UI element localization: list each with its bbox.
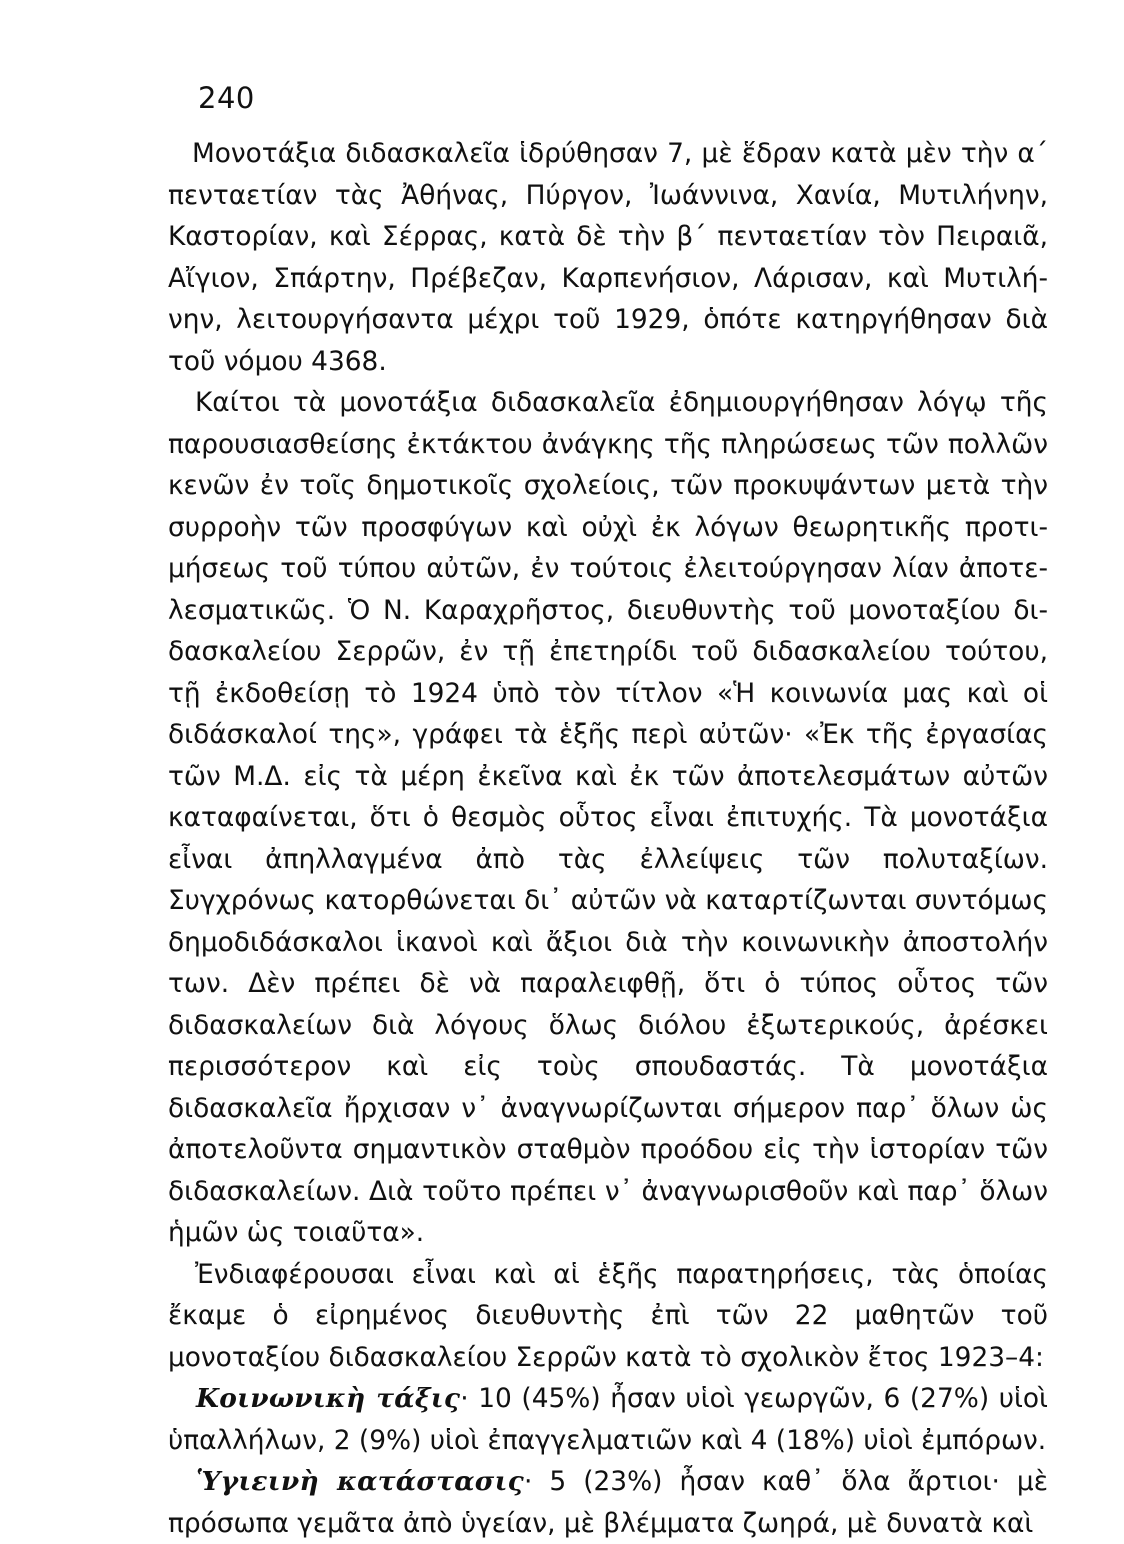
section-health-condition-title: Ὑγιεινὴ κατάστασις xyxy=(196,1466,525,1497)
section-health-condition: Ὑγιεινὴ κατάστασις· 5 (23%) ἦσαν καθ᾽ ὅλα ἄρτιοι· μὲ πρόσωπα γεμᾶτα ἀπὸ ὑγείαν, μὲ βλέμματα ζωηρά, μὲ δυνατὰ καὶ xyxy=(168,1466,1048,1539)
section-social-class: Κοινωνικὴ τάξις· 10 (45%) ἦσαν υἱοὶ γεωργῶν, 6 (27%) υἱοὶ ὑπαλλήλων, 2 (9%) υἱοὶ ἐπαγγελματιῶν καὶ 4 (18%) υἱοὶ ἐμπόρων. xyxy=(168,1383,1048,1456)
paragraph-karachristos-quote: Καίτοι τὰ μονοτάξια διδασκαλεῖα ἐδημιουργήθησαν λόγῳ τῆς παρουσιασθείσης ἐκτάκτου ἀνάγκης τῆς πληρώσεως τῶν πολλῶν κενῶν ἐν τοῖς δημοτικοῖς σχολείοις, τῶν προκυψάντων μετὰ τὴν συρροὴν τῶν προσφύγων καὶ οὐχὶ ἐκ λόγων θεωρητικῆς προτιμήσεως τοῦ τύπου αὐτῶν, ἐν τούτοις ἐλειτούργησαν λίαν ἀποτελεσματικῶς. Ὁ Ν. Καραχρῆστος, διευθυντὴς τοῦ μονοταξίου διδασκαλείου Σερρῶν, ἐν τῇ ἐπετηρίδι τοῦ διδασκαλείου τούτου, τῇ ἐκδοθείσῃ τὸ 1924 ὑπὸ τὸν τίτλον «Ἡ κοινωνία μας καὶ οἱ διδάσκαλοί της», γράφει τὰ ἑξῆς περὶ αὐτῶν· «Ἐκ τῆς ἐργασίας τῶν Μ.Δ. εἰς τὰ μέρη ἐκεῖνα καὶ ἐκ τῶν ἀποτελεσμάτων αὐτῶν καταφαίνεται, ὅτι ὁ θεσμὸς οὗτος εἶναι ἐπιτυχής. Τὰ μονοτάξια εἶναι ἀπηλλαγμένα ἀπὸ τὰς ἐλλείψεις τῶν πολυταξίων. Συγχρόνως κατορθώνεται δι᾽ αὐτῶν νὰ καταρτίζωνται συντόμως δημοδιδάσκαλοι ἱκανοὶ καὶ ἄξιοι διὰ τὴν κοινωνικὴν ἀποστολήν των. Δὲν πρέπει δὲ νὰ παραλειφθῇ, ὅτι ὁ τύπος οὗτος τῶν διδασκαλείων διὰ λόγους ὅλως διόλου ἐξωτερικούς, ἀρέσκει περισσότερον καὶ εἰς τοὺς σπουδαστάς. Τὰ μονοτάξια διδασκαλεῖα ἤρχισαν ν᾽ ἀναγνωρίζωνται σήμερον παρ᾽ ὅλων ὡς ἀποτελοῦντα σημαντικὸν σταθμὸν προόδου εἰς τὴν ἱστορίαν τῶν διδασκαλείων. Διὰ τοῦτο πρέπει ν᾽ ἀναγνωρισθοῦν καὶ παρ᾽ ὅλων ἡμῶν ὡς τοιαῦτα». xyxy=(168,387,1048,1248)
section-health-condition-text: 5 (23%) ἦσαν καθ᾽ ὅλα ἄρτιοι· μὲ πρόσωπα γεμᾶτα ἀπὸ ὑγείαν, μὲ βλέμματα ζωηρά, μὲ δυνατὰ καὶ xyxy=(168,1466,1048,1539)
paragraph-monotaxia-founding: Μονοτάξια διδασκαλεῖα ἱδρύθησαν 7, μὲ ἕδραν κατὰ μὲν τὴν α΄ πενταετίαν τὰς Ἀθήνας, Πύργον, Ἰωάννινα, Χανία, Μυτιλήνην, Καστορίαν, καὶ Σέρρας, κατὰ δὲ τὴν β΄ πενταετίαν τὸν Πειραιᾶ, Αἴγιον, Σπάρτην, Πρέβεζαν, Καρπενήσιον, Λάρισαν, καὶ Μυτιλήνην, λειτουργήσαντα μέχρι τοῦ 1929, ὁπότε κατηργήθησαν διὰ τοῦ νόμου 4368. xyxy=(168,138,1048,377)
section-social-class-text: 10 (45%) ἦσαν υἱοὶ γεωργῶν, 6 (27%) υἱοὶ ὑπαλλήλων, 2 (9%) υἱοὶ ἐπαγγελματιῶν καὶ 4 (18%) υἱοὶ ἐμπόρων. xyxy=(168,1383,1048,1456)
section-social-class-title: Κοινωνικὴ τάξις xyxy=(196,1383,461,1414)
page-number: 240 xyxy=(198,81,255,115)
main-text xyxy=(168,133,1048,1544)
paragraph-observations-intro: Ἐνδιαφέρουσαι εἶναι καὶ αἱ ἑξῆς παρατηρήσεις, τὰς ὁποίας ἔκαμε ὁ εἰρημένος διευθυντὴς ἐπὶ τῶν 22 μαθητῶν τοῦ μονοταξίου διδασκαλείου Σερρῶν κατὰ τὸ σχολικὸν ἔτος 1923–4: xyxy=(168,1258,1048,1373)
